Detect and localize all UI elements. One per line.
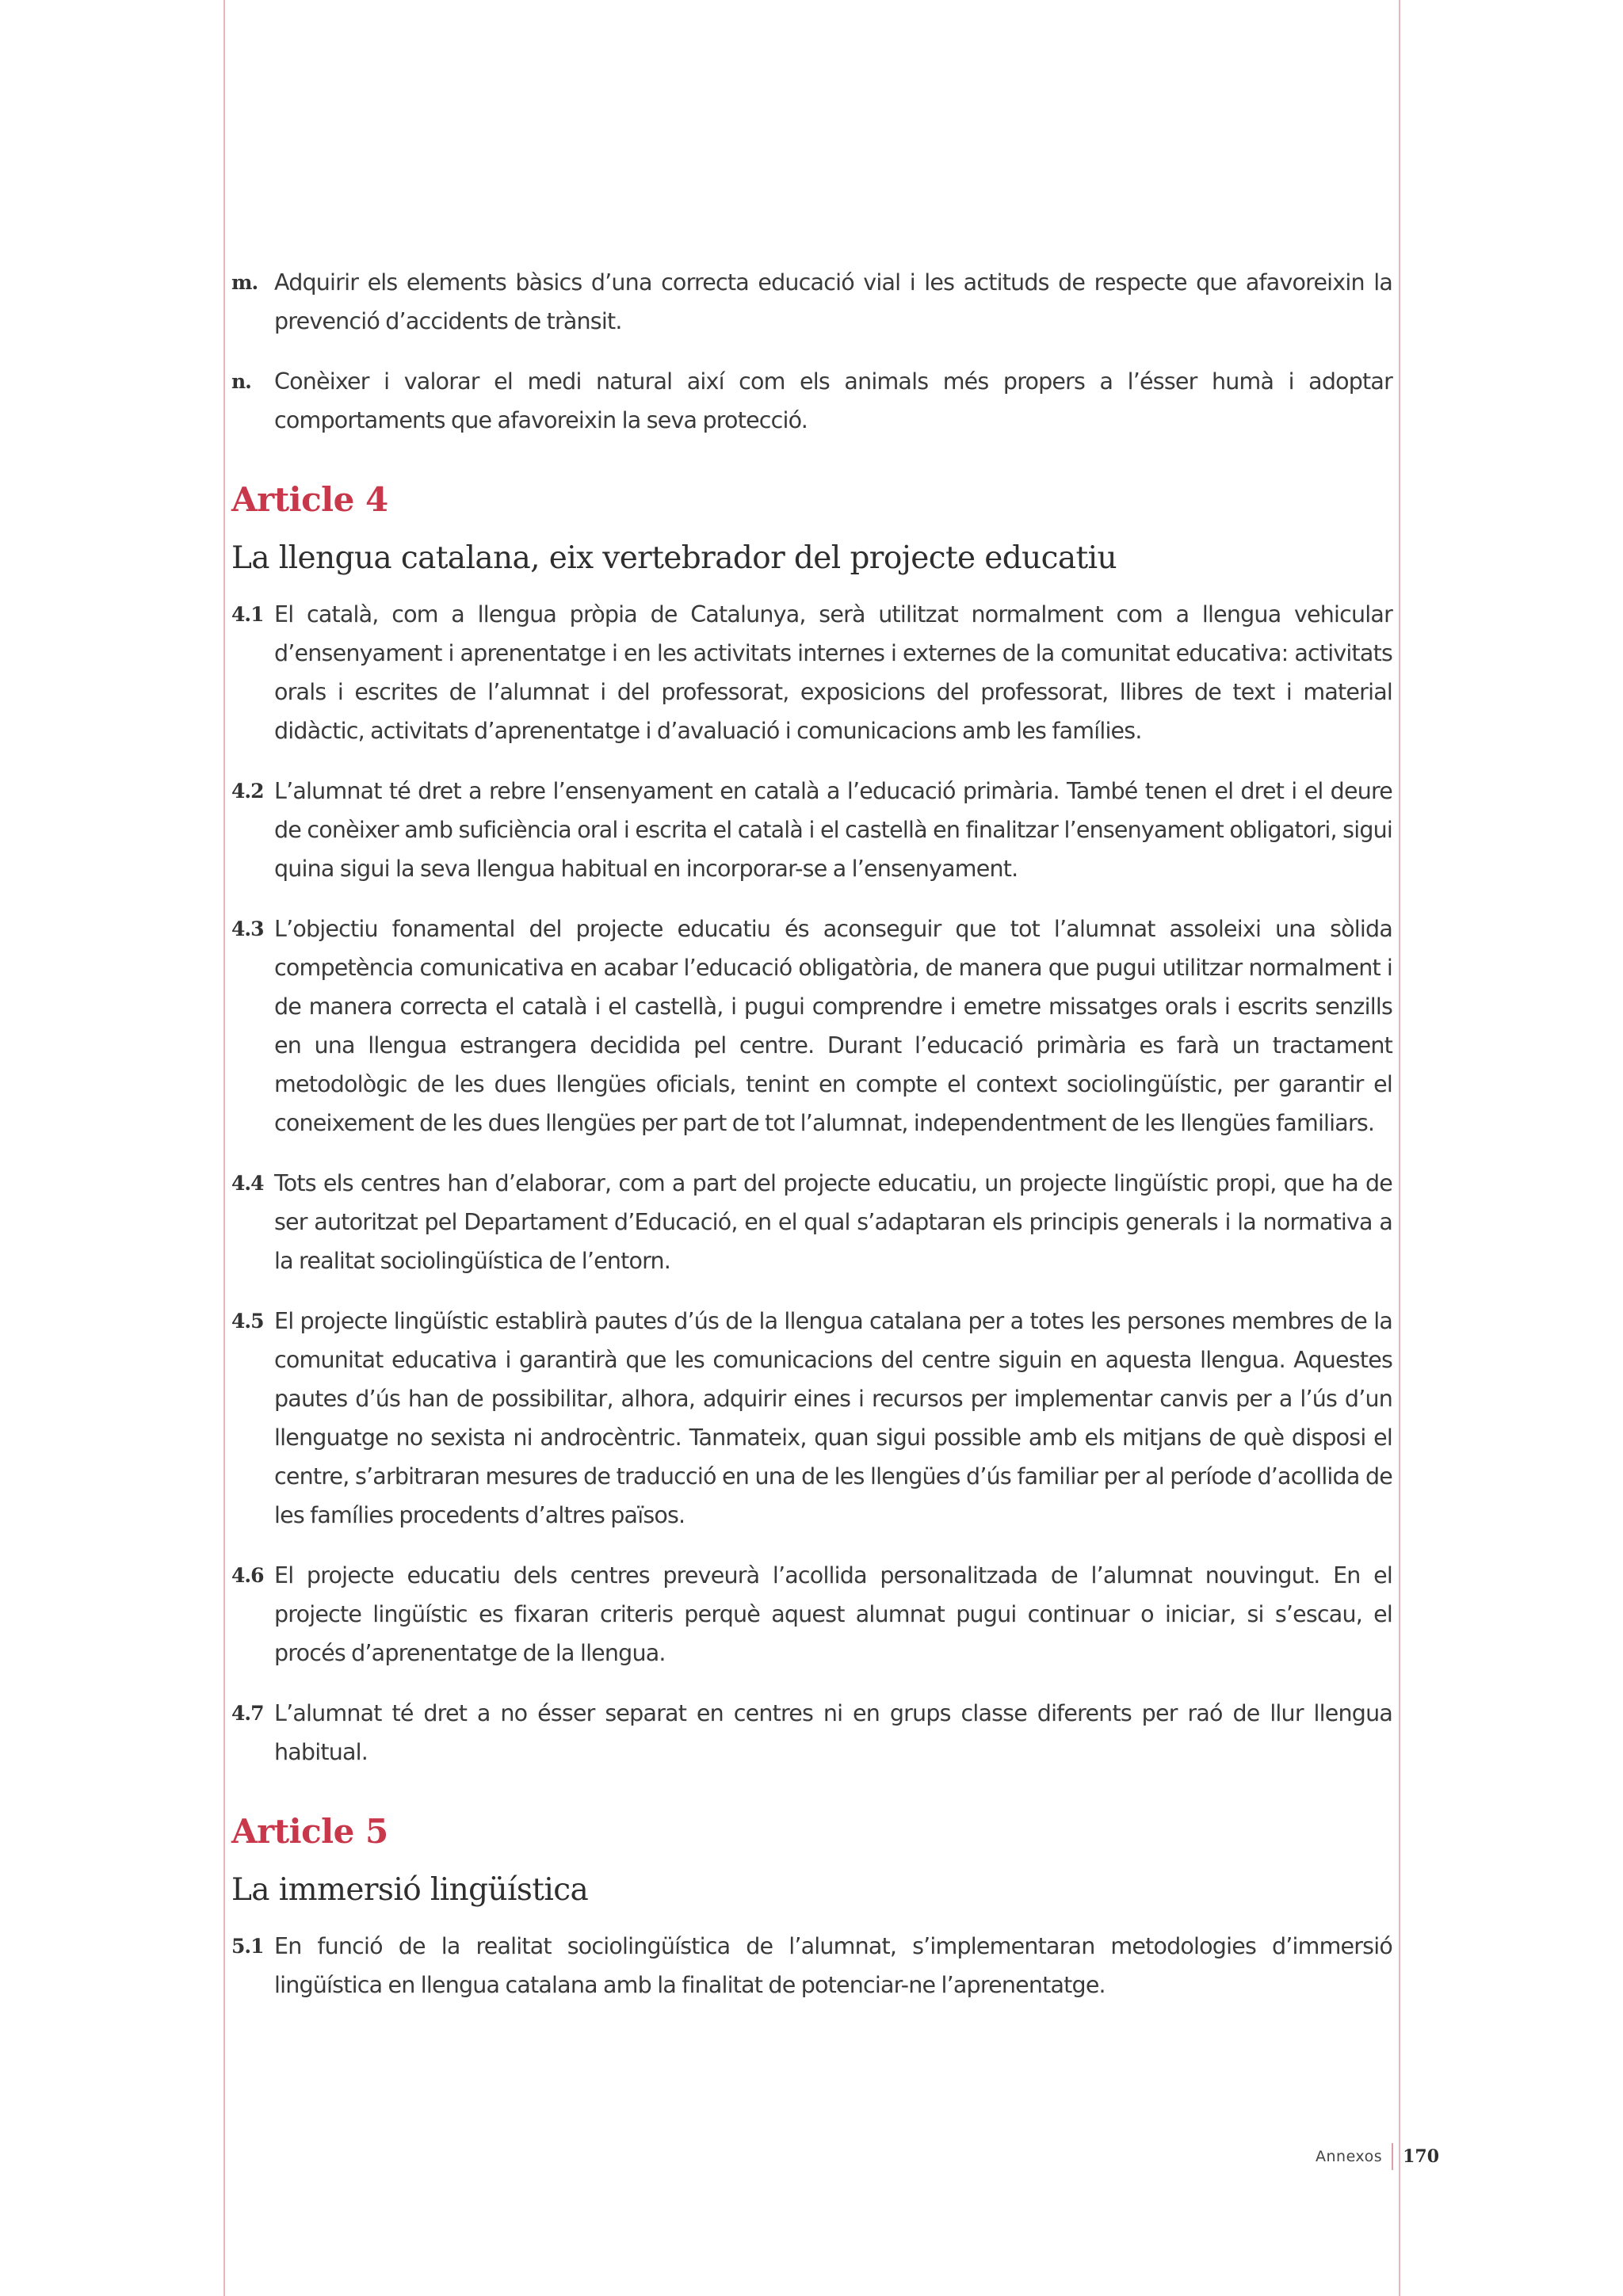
item-text: L’alumnat té dret a no ésser separat en centres ni en grups classe diferents per raó de llur llengua habitual.	[274, 1700, 1392, 1765]
article-5-title: Article 5	[231, 1812, 388, 1851]
item-number: 4.6	[231, 1564, 264, 1587]
article-4-subtitle: La llengua catalana, eix vertebrador del projecte educatiu	[231, 540, 1117, 576]
list-item	[231, 772, 1392, 888]
item-text: Adquirir els elements bàsics d’una correcta educació vial i les actituds de respecte que afavoreixin la prevenció d’accidents de trànsit.	[274, 269, 1392, 334]
item-number: 4.7	[231, 1702, 264, 1725]
page-content	[231, 263, 1392, 2026]
page-footer	[1316, 2142, 1439, 2171]
list-item	[231, 595, 1392, 750]
left-margin-rule	[223, 0, 225, 2296]
article-5-subtitle: La immersió lingüística	[231, 1872, 589, 1908]
list-item	[231, 1556, 1392, 1672]
list-item	[231, 1694, 1392, 1772]
item-text: L’alumnat té dret a rebre l’ensenyament en català a l’educació primària. També tenen el dret i el deure de conèixer amb suficiència oral i escrita el català i el castellà en finalitzar l’ensenyament obligatori, sigui quina sigui la seva llengua habitual en incorporar-se a l’ensenyament.	[274, 778, 1392, 882]
item-number: 4.3	[231, 917, 264, 940]
item-text: En funció de la realitat sociolingüística de l’alumnat, s’implementaran metodologies d’immersió lingüística en llengua catalana amb la finalitat de potenciar-ne l’aprenentatge.	[274, 1933, 1392, 1998]
item-number: 4.2	[231, 780, 264, 803]
item-number: 4.4	[231, 1172, 264, 1195]
item-number: 4.1	[231, 603, 264, 626]
item-number: n.	[231, 370, 251, 393]
page-number: 170	[1403, 2146, 1440, 2167]
item-number: m.	[231, 271, 258, 294]
item-text: L’objectiu fonamental del projecte educatiu és aconseguir que tot l’alumnat assoleixi una sòlida competència comunicativa en acabar l’educació obligatòria, de manera que pugui utilitzar normalment i de manera correcta el català i el castellà, i pugui comprendre i emetre missatges orals i escrits senzills en una llengua estrangera decidida pel centre. Durant l’educació primària es farà un tractament metodològic de les dues llengües oficials, tenint en compte el context sociolingüístic, per garantir el coneixement de les dues llengües per part de tot l’alumnat, independentment de les llengües familiars.	[274, 916, 1392, 1136]
footer-section-label: Annexos	[1316, 2148, 1383, 2165]
right-margin-rule	[1399, 0, 1400, 2296]
article-4-title: Article 4	[231, 480, 388, 519]
item-text: Conèixer i valorar el medi natural així com els animals més propers a l’ésser humà i adoptar comportaments que afavoreixin la seva protecció.	[274, 368, 1392, 433]
list-item	[231, 1302, 1392, 1535]
item-number: 5.1	[231, 1935, 264, 1958]
list-item	[231, 362, 1392, 440]
list-item	[231, 1927, 1392, 2004]
item-text: El projecte educatiu dels centres preveurà l’acollida personalitzada de l’alumnat nouvingut. En el projecte lingüístic es fixaran criteris perquè aquest alumnat pugui continuar o iniciar, si s’escau, el procés d’aprenentatge de la llengua.	[274, 1562, 1392, 1666]
item-number: 4.5	[231, 1310, 264, 1333]
list-item	[231, 910, 1392, 1142]
item-text: El català, com a llengua pròpia de Catalunya, serà utilitzat normalment com a llengua vehicular d’ensenyament i aprenentatge i en les activitats internes i externes de la comunitat educativa: activitats orals i escrites de l’alumnat i del professorat, exposicions del professorat, llibres de text i material didàctic, activitats d’aprenentatge i d’avaluació i comunicacions amb les famílies.	[274, 601, 1392, 744]
list-item	[231, 263, 1392, 341]
item-text: El projecte lingüístic establirà pautes d’ús de la llengua catalana per a totes les persones membres de la comunitat educativa i garantirà que les comunicacions del centre siguin en aquesta llengua. Aquestes pautes d’ús han de possibilitar, alhora, adquirir eines i recursos per implementar canvis per a l’ús d’un llenguatge no sexista ni androcèntric. Tanmateix, quan sigui possible amb els mitjans de què disposi el centre, s’arbitraran mesures de traducció en una de les llengües d’ús familiar per al període d’acollida de les famílies procedents d’altres països.	[274, 1308, 1392, 1528]
list-item	[231, 1164, 1392, 1280]
item-text: Tots els centres han d’elaborar, com a part del projecte educatiu, un projecte lingüístic propi, que ha de ser autoritzat pel Departament d’Educació, en el qual s’adaptaran els principis generals i la normativa a la realitat sociolingüística de l’entorn.	[274, 1170, 1392, 1274]
